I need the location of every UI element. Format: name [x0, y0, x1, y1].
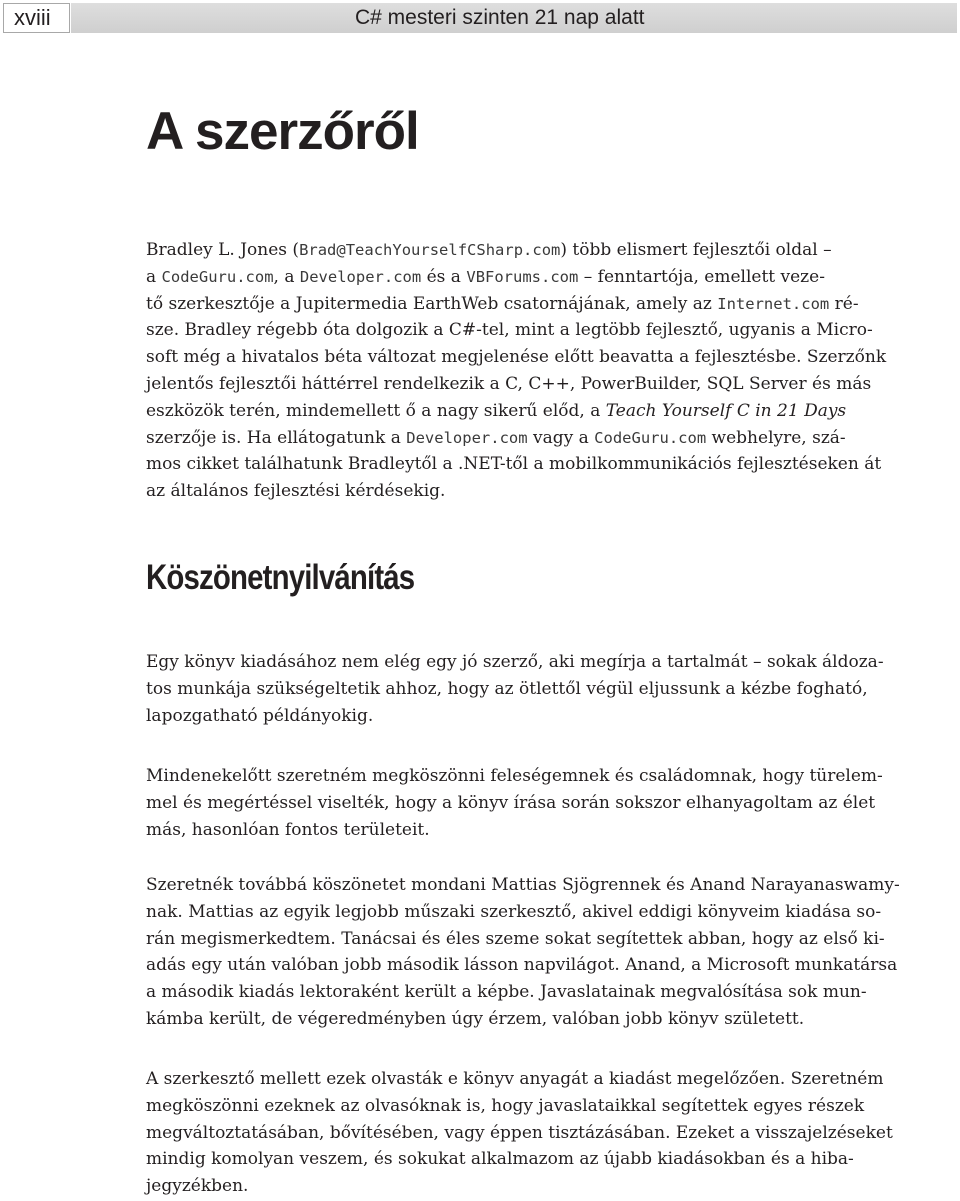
text-line: kámba került, de végeredményben úgy érzem, valóban jobb könyv született. [146, 1008, 805, 1029]
about-line-6: jelentős fejlesztői háttérrel rendelkezik a C, C++, PowerBuilder, SQL Server és más [146, 373, 872, 394]
about-line-2: a CodeGuru.com, a Developer.com és a VBForums.com – fenntartója, emellett veze- [146, 266, 825, 287]
text-line: más, hasonlóan fontos területeit. [146, 819, 430, 840]
text-line: nak. Mattias az egyik legjobb műszaki szerkesztő, akivel eddigi könyveim kiadása so- [146, 901, 882, 922]
about-author-paragraph [146, 237, 958, 505]
about-line-9: mos cikket találhatunk Bradleytől a .NET-től a mobilkommunikációs fejlesztéseken át [146, 454, 882, 475]
site-name: CodeGuru.com [161, 267, 274, 286]
about-line-7: eszközök terén, mindemellett ő a nagy sikerű előd, a Teach Yourself C in 21 Days [146, 400, 847, 421]
text-line: mindig komolyan veszem, és sokukat alkalmazom az újabb kiadásokban és a hiba- [146, 1149, 854, 1170]
ack-paragraph-1 [146, 649, 958, 729]
book-title: Teach Yourself C in 21 Days [605, 400, 847, 421]
email-address: Brad@TeachYourselfCSharp.com [299, 241, 561, 259]
text-line: megköszönni ezeknek az olvasóknak is, hogy javaslataikkal segítettek egyes részek [146, 1095, 865, 1116]
text-line: lapozgatható példányokig. [146, 705, 374, 726]
about-line-10: az általános fejlesztési kérdésekig. [146, 481, 446, 502]
about-line-5: soft még a hivatalos béta változat megjelenése előtt beavatta a fejlesztésbe. Szerzőnk [146, 347, 887, 368]
about-line-3: tő szerkesztője a Jupitermedia EarthWeb csatornájának, amely az Internet.com ré- [146, 293, 859, 314]
site-name: Developer.com [299, 267, 422, 286]
text-line: A szerkesztő mellett ezek olvasták e könyv anyagát a kiadást megelőzően. Szeretném [146, 1069, 884, 1089]
about-line-1: Bradley L. Jones (Brad@TeachYourselfCSharp.com) több elismert fejlesztői oldal – [146, 240, 832, 260]
ack-paragraph-4 [146, 1066, 958, 1200]
about-line-4: sze. Bradley régebb óta dolgozik a C#-tel, mint a legtöbb fejlesztő, ugyanis a Micro- [146, 320, 873, 341]
text-line: megváltoztatásában, bővítésében, vagy éppen tisztázásában. Ezeket a visszajelzéseket [146, 1122, 893, 1143]
text-line: rán megismerkedtem. Tanácsai és éles szeme sokat segítettek abban, hogy az első ki- [146, 928, 885, 949]
about-line-8: szerzője is. Ha ellátogatunk a Developer.com vagy a CodeGuru.com webhelyre, szá- [146, 427, 846, 448]
page-number: xviii [3, 3, 70, 33]
text-line: mel és megértéssel viselték, hogy a könyv írása során sokszor elhanyagoltam az élet [146, 792, 876, 813]
running-title: C# mesteri szinten 21 nap alatt [71, 3, 957, 33]
text-line: jegyzékben. [146, 1176, 249, 1197]
text-line: adás egy után valóban jobb második lásson napvilágot. Anand, a Microsoft munkatársa [146, 955, 898, 976]
section-title: Köszönetnyilvánítás [146, 558, 415, 597]
chapter-title: A szerzőről [146, 102, 419, 161]
page-header [0, 0, 960, 35]
text-line: Mindenekelőtt szeretném megköszönni feleségemnek és családomnak, hogy türelem- [146, 766, 883, 786]
site-name: VBForums.com [466, 267, 579, 286]
site-name: Internet.com [717, 294, 830, 313]
ack-paragraph-3 [146, 872, 958, 1033]
text-line: Egy könyv kiadásához nem elég egy jó szerző, aki megírja a tartalmát – sokak áldoza- [146, 652, 884, 672]
ack-paragraph-2 [146, 763, 958, 843]
site-name: Developer.com [406, 428, 528, 447]
site-name: CodeGuru.com [594, 428, 707, 447]
text-line: Szeretnék továbbá köszönetet mondani Mattias Sjögrennek és Anand Narayanaswamy- [146, 875, 900, 895]
text-line: tos munkája szükségeltetik ahhoz, hogy az ötlettől végül eljussunk a kézbe fogható, [146, 678, 868, 699]
text-line: a második kiadás lektoraként került a képbe. Javaslatainak megvalósítása sok mun- [146, 982, 867, 1003]
